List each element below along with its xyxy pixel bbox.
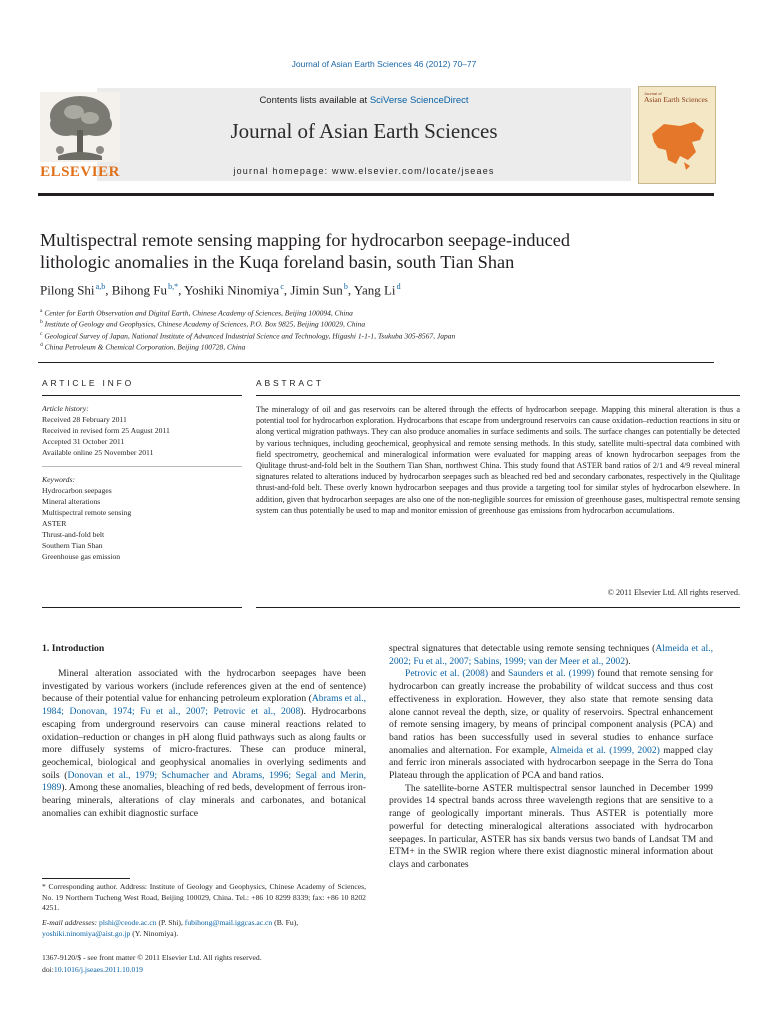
author-name: Jimin Sun	[290, 282, 343, 298]
affiliation-item	[40, 307, 680, 318]
history-received: Received 28 February 2011	[42, 415, 127, 424]
affiliation-marker: b	[40, 319, 43, 326]
info-bottom-rule	[42, 607, 242, 608]
body-text: The satellite-borne ASTER multispectral sensor launched in December 1999 provides 14 spectral bands across three wavelength regions that are sensitive to a range of geologically important minerals. Thus ASTER is potentially more powerful for detecting mineralogical alterations associated with hydrocarbon seepages. In particular, ASTER has six bands versus two bands of Landsat TM and ETM+ in the SWIR region where there exist diagnostic mineral information about clays and carbonates	[389, 782, 713, 870]
author-name: Pilong Shi	[40, 282, 95, 298]
keyword: Thrust-and-fold belt	[42, 530, 105, 539]
history-revised: Received in revised form 25 August 2011	[42, 426, 170, 435]
affiliation-text: Geological Survey of Japan, National Institute of Advanced Industrial Science and Technology, Higashi 1-1-1, Tsukuba 305-8567, Japan	[44, 331, 456, 341]
email-owner: (Y. Ninomiya).	[130, 928, 179, 938]
affiliation-text: Center for Earth Observation and Digital Earth, Chinese Academy of Sciences, Beijing 100094, China	[44, 308, 353, 318]
journal-reference[interactable]: Journal of Asian Earth Sciences 46 (2012) 70–77	[291, 59, 477, 69]
contents-prefix: Contents lists available at	[259, 95, 370, 106]
elsevier-wordmark: ELSEVIER	[40, 164, 120, 180]
body-text: ). Hydrocarbons escaping from underground reservoirs can cause mineral reactions related to oxidation–reduction or changes in pH along fluid pathways such as along faults or more diffusely systems of micro-fractures. These can produce mineral, geochemical, biological and geophysical anomalies in overlying sediments and soils (	[42, 706, 366, 781]
history-accepted: Accepted 31 October 2011	[42, 437, 125, 446]
title-block-rule	[38, 362, 714, 363]
affiliation-text: China Petroleum & Chemical Corporation, Beijing 100728, China	[44, 342, 246, 352]
author-affil-marker[interactable]: d	[396, 282, 401, 291]
author-affil-marker[interactable]: b	[343, 282, 348, 291]
keyword: Greenhouse gas emission	[42, 552, 121, 561]
keyword: ASTER	[42, 519, 67, 528]
body-text: and	[488, 668, 508, 680]
body-text: found that remote sensing for hydrocarbon can greatly increase the probability of wildcat success and thus cost effectiveness in exploration. However, they also state that remote sensing data alone cannot reveal the depth, size, or quality of reservoirs. Spectral enhancement of remote sensing imagery, by means of principal component analysis (PCA) and band ratios has been successfully used in several studies to enhance surface anomalies and alternation. For example,	[389, 668, 713, 756]
info-rule	[42, 395, 242, 396]
email-addresses	[42, 918, 366, 939]
journal-homepage[interactable]: journal homepage: www.elsevier.com/locate/jseaes	[233, 166, 495, 176]
affiliation-text: Institute of Geology and Geophysics, Chinese Academy of Sciences, P.O. Box 9825, Beijing 100029, China	[44, 319, 366, 329]
citation-link[interactable]: Almeida et al., 2002; Fu et al., 2007; Sabins, 1999; van der Meer et al., 2002	[389, 643, 713, 667]
abstract-rule	[256, 395, 740, 396]
paragraph	[389, 643, 713, 668]
article-title-line-1: Multispectral remote sensing mapping for hydrocarbon seepage-induced	[40, 230, 570, 250]
cover-subtitle: Journal of	[644, 91, 662, 96]
body-text: ). Among these anomalies, bleaching of red beds, development of ferrous iron-bearing minerals, alterations of clay minerals and carbonates, and botanical anomalies can exhibit diagnostic surface	[42, 782, 366, 819]
doi-line	[42, 965, 143, 974]
citation-link[interactable]: Petrovic et al. (2008)	[405, 668, 489, 680]
keyword: Hydrocarbon seepages	[42, 486, 112, 495]
article-info-heading: ARTICLE INFO	[42, 378, 135, 388]
author-name: Yang Li	[353, 282, 396, 298]
citation-link[interactable]: Donovan et al., 1979; Schumacher and Abrams, 1996; Segal and Merin, 1989	[42, 769, 366, 794]
keyword: Mineral alterations	[42, 497, 101, 506]
footnote-rule	[42, 878, 130, 879]
history-online: Available online 25 November 2011	[42, 448, 154, 457]
contents-availability	[97, 95, 631, 106]
author-list: Pilong Shi $^{a,b}$, Bihong Fu $^{b,*}$, Yoshiki Ninomiya $^c$, Jimin Sun $^b$, Yang Li $^d$	[40, 282, 401, 298]
affiliations	[40, 307, 680, 352]
corresponding-author-note: * Corresponding author. Address: Institute of Geology and Geophysics, Chinese Academy of Sciences, No. 19 Northern Tucheng West Road, Beijing 100029, China. Tel.: +86 10 8299 8339; fax: +86 10 8202 4251.	[42, 882, 366, 913]
keywords-rule	[42, 466, 242, 467]
affiliation-marker: c	[40, 330, 43, 337]
issn-line: 1367-9120/$ - see front matter © 2011 Elsevier Ltd. All rights reserved.	[42, 953, 262, 962]
affiliation-item	[40, 330, 680, 341]
email-link[interactable]: fubihong@mail.iggcas.ac.cn	[184, 918, 273, 927]
journal-title: Journal of Asian Earth Sciences	[230, 119, 498, 143]
paragraph	[389, 668, 713, 782]
author-affil-marker[interactable]: a,b	[95, 282, 106, 291]
email-owner: (P. Shi),	[156, 918, 185, 927]
history-label: Article history:	[42, 404, 89, 413]
author-affil-marker[interactable]: c	[280, 282, 284, 291]
affiliation-item	[40, 318, 680, 329]
author-affil-marker[interactable]: b,*	[168, 282, 179, 291]
paragraph	[389, 783, 713, 872]
keyword: Multispectral remote sensing	[42, 508, 132, 517]
body-text: spectral signatures that detectable using remote sensing techniques (	[389, 643, 656, 654]
abstract-bottom-rule	[256, 607, 740, 608]
abstract-heading: ABSTRACT	[256, 378, 324, 388]
email-link[interactable]: plshi@ceode.ac.cn	[99, 918, 157, 927]
citation-link[interactable]: Abrams et al., 1984; Donovan, 1974; Fu et al., 2007; Petrovic et al., 2008	[42, 693, 366, 718]
header-rule	[38, 193, 714, 196]
section-heading: 1. Introduction	[42, 643, 105, 654]
keywords-label: Keywords:	[42, 475, 76, 484]
sciencedirect-link[interactable]: SciVerse ScienceDirect	[369, 95, 469, 106]
affiliation-item	[40, 341, 680, 352]
email-link[interactable]: yoshiki.ninomiya@aist.go.jp	[42, 928, 131, 938]
author-name: Yoshiki Ninomiya	[184, 282, 280, 298]
email-owner: (B. Fu),	[272, 918, 299, 927]
abstract-text: The mineralogy of oil and gas reservoirs can be altered through the effects of hydrocarbon seepage. Mapping this mineral alteration is thus a potential tool for hydrocarbon exploration. Hydrocarbons that escape from underground reservoirs can cause oxidation–reduction reactions in situ or along vertical migration pathways. They can also produce anomalies in surface sediments and soils. The surface changes can potentially be detected by various techniques, including geochemical, geophysical and remote sensing methods. In this study, satellite multi-spectral data combined with field spectrometry, geochemical and mineralogical information were evaluated for mapping areas of known hydrocarbon seepages from the Qiulitage thrust-and-fold belt in the Southern Tian Shan, northwest China. This study found that ASTER band ratios of 2/1 and 4/9 reveal mineral signatures related to alterations induced by hydrocarbon seepages such as bleached red bed and secondary carbonates, respectively in the Qiulitage thrust-and-fold belt. These overly known hydrocarbon seepages and thus provide a targeting tool for similar styles of hydrocarbon elsewhere. In addition, given that hydrocarbon seepages are also one of the non-negligible sources for emission of greenhouse gases, multispectral remote sensing system can thus potentially be used to map and monitor emission of greenhouse gas emissions from hydrocarbon accumulations.	[256, 405, 740, 515]
doi-prefix: doi:	[42, 965, 54, 974]
article-title-line-2: lithologic anomalies in the Kuqa foreland basin, south Tian Shan	[40, 252, 515, 272]
doi-link[interactable]: 10.1016/j.jseaes.2011.10.019	[53, 965, 143, 974]
author-name: Bihong Fu	[111, 282, 167, 298]
citation-link[interactable]: Saunders et al. (1999)	[507, 668, 595, 680]
email-label: E-mail addresses:	[42, 918, 98, 927]
affiliation-marker: a	[40, 308, 43, 314]
keyword: Southern Tian Shan	[42, 541, 103, 550]
copyright-notice: © 2011 Elsevier Ltd. All rights reserved.	[607, 588, 740, 597]
affiliation-marker: d	[40, 341, 43, 348]
body-text: ).	[625, 655, 631, 667]
body-text: Mineral alteration associated with the hydrocarbon seepages have been investigated by various workers (include references given at the end of sentence) because of their potential value for enhancing petroleum exploration (	[42, 668, 366, 705]
article-title	[40, 229, 680, 273]
citation-link[interactable]: Almeida et al. (1999, 2002)	[549, 744, 660, 756]
cover-title: Asian Earth Sciences	[644, 95, 708, 104]
body-column-left	[42, 668, 366, 820]
asia-map-icon	[646, 116, 708, 172]
body-column-right	[389, 643, 713, 872]
body-text: mapped clay and ferric iron minerals associated with hydrocarbon seepage in the Serra do Tona Plateau through the application of PCA and band ratios.	[389, 744, 714, 782]
